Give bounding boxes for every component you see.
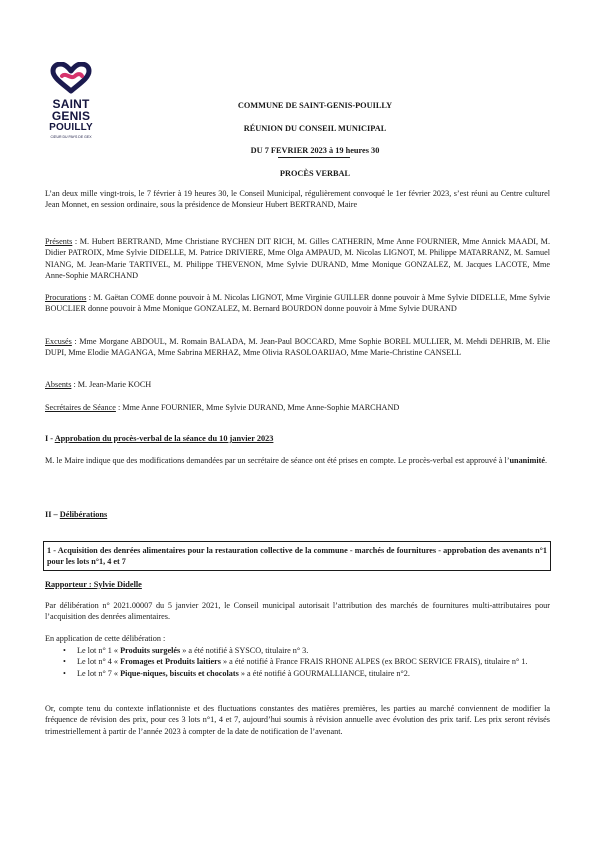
deliberation-1-para-3: Or, compte tenu du contexte inflationniste et des fluctuations constantes des matières premières, les parties au marché conviennent de modifier la fréquence de révision des prix, pour ces 3 lots n°1, 4 et 7, aujourd’hui soumis à révision annuelle avec évolution des prix tarif. Les prix seront révisés trimestriellement à partir de l’année 2023 à compter de la date de notification de l’avenant.	[45, 704, 550, 736]
logo-tagline: CŒUR DU PAYS DE GEX	[50, 135, 92, 139]
document-type: PROCÈS VERBAL	[279, 169, 351, 178]
unanimity-label: unanimité	[509, 456, 545, 465]
section-1-number: I -	[45, 434, 55, 443]
logo-text-saint: SAINT	[52, 97, 90, 111]
absents-label: Absents	[45, 380, 72, 389]
heart-logo-icon	[48, 62, 94, 94]
lot-1-prefix: Le lot n° 1 «	[77, 646, 121, 655]
lot-7-prefix: Le lot n° 7 «	[77, 668, 121, 678]
intro-paragraph: L’an deux mille vingt-trois, le 7 février à 19 heures 30, le Conseil Municipal, régulièrement convoqué le 1er février 2023, s’est réuni au Centre culturel Jean Monnet, en session ordinaire, sous la présidence de Monsieur Hubert BERTRAND, Maire	[45, 189, 550, 210]
lot-4-suffix: » a été notifié à France FRAIS RHONE ALPES (ex BROC SERVICE FRAIS), titulaire n° 1.	[220, 657, 528, 667]
deliberation-1-title-box: 1 - Acquisition des denrées alimentaires pour la restauration collective de la commune - marchés de fournitures - approbation des avenants n°1 pour les lots n°1, 4 et 7	[43, 541, 551, 571]
header-divider	[278, 157, 350, 158]
absents-paragraph	[45, 379, 550, 390]
presents-label: Présents	[45, 237, 73, 246]
absents-list: : M. Jean-Marie KOCH	[71, 380, 152, 389]
lot-7-name: Pique-niques, biscuits et chocolats	[120, 668, 239, 678]
logo-text-pouilly: POUILLY	[49, 122, 93, 133]
excuses-label: Excusés	[45, 337, 72, 346]
presents-paragraph	[45, 236, 550, 282]
procurations-paragraph	[45, 292, 550, 315]
meeting-date: DU 7 FEVRIER 2023 à 19 heures 30	[250, 146, 380, 155]
section-1-heading	[45, 434, 273, 443]
procurations-label: Procurations	[45, 293, 87, 302]
section-1-title: Approbation du procès-verbal de la séance du 10 janvier 2023	[54, 434, 274, 443]
commune-heading: COMMUNE DE SAINT-GENIS-POUILLY	[237, 101, 393, 110]
lot-1-suffix: » a été notifié à SYSCO, titulaire n° 3.	[180, 646, 309, 655]
deliberation-1-para-1: Par délibération n° 2021.00007 du 5 janvier 2021, le Conseil municipal autorisait l’attribution des marchés de fournitures multi-attributaires pour l’acquisition des denrées alimentaires.	[45, 601, 550, 622]
commune-logo	[43, 62, 99, 139]
section-1-body	[45, 455, 550, 466]
deliberation-1-para-2: En application de cette délibération :	[45, 634, 166, 643]
lot-1-name: Produits surgelés	[120, 646, 181, 655]
section-1-end: .	[544, 456, 548, 465]
section-2-number: II –	[45, 510, 60, 519]
secretaires-label: Secrétaires de Séance	[45, 403, 116, 412]
secretaires-paragraph	[45, 402, 550, 413]
excuses-paragraph	[45, 336, 550, 359]
section-2-title: Délibérations	[59, 510, 108, 519]
secretaires-list: : Mme Anne FOURNIER, Mme Sylvie DURAND, Mme Anne-Sophie MARCHAND	[115, 403, 400, 412]
list-item-lot-1	[77, 645, 582, 656]
procurations-list: : M. Gaëtan COME donne pouvoir à M. Nicolas LIGNOT, Mme Virginie GUILLER donne pouvoir à Mme Sylvie DIDELLE, Mme Sylvie BOUCLIER donne pouvoir à Mme Monique GONZALEZ, M. Bernard BOURDON donne pouvoir à Mme Sylvie DURAND	[45, 293, 550, 314]
presents-list: : M. Hubert BERTRAND, Mme Christiane RYCHEN DIT RICH, M. Gilles CATHERIN, Mme Anne FOURNIER, Mme Annick MAADI, M. Didier PATROIX, Mme Sylvie DIDELLE, M. Patrice DRIVIERE, Mme Olga AMPAUD, M. Nicolas LIGNOT, M. Philippe MATARRANZ, M. Samuel NIANG, M. Jean-Marie TARTIVEL, M. Philippe THEVENON, Mme Sylvie DURAND, Mme Monique GONZALEZ, M. Jacques LACOTE, Mme Anne-Sophie MARCHAND	[45, 237, 550, 281]
rapporteur-line: Rapporteur : Sylvie Didelle	[45, 580, 142, 589]
list-item-lot-7	[77, 668, 582, 679]
lot-4-prefix: Le lot n° 4 «	[77, 657, 121, 667]
excuses-list: : Mme Morgane ABDOUL, M. Romain BALADA, M. Jean-Paul BOCCARD, Mme Sophie BOREL MULLIER, M. Mehdi DEHRIB, M. Elie DUPI, Mme Elodie MAGANGA, Mme Sabrina MERHAZ, Mme Olivia RASOLOARIJAO, Mme Marie-Christine CANSELL	[45, 337, 550, 358]
lot-7-suffix: » a été notifié à GOURMALLIANCE, titulaire n°2.	[238, 668, 410, 678]
lots-list	[45, 645, 582, 679]
section-2-heading	[45, 510, 107, 519]
lot-4-name: Fromages et Produits laitiers	[120, 657, 221, 667]
logo-text-genis: GENIS	[51, 109, 91, 123]
list-item-lot-4	[77, 656, 582, 667]
section-1-text: M. le Maire indique que des modifications demandées par un secrétaire de séance ont été prises en compte. Le procès-verbal est approuvé à l’	[45, 456, 510, 465]
meeting-heading: RÉUNION DU CONSEIL MUNICIPAL	[243, 124, 387, 133]
